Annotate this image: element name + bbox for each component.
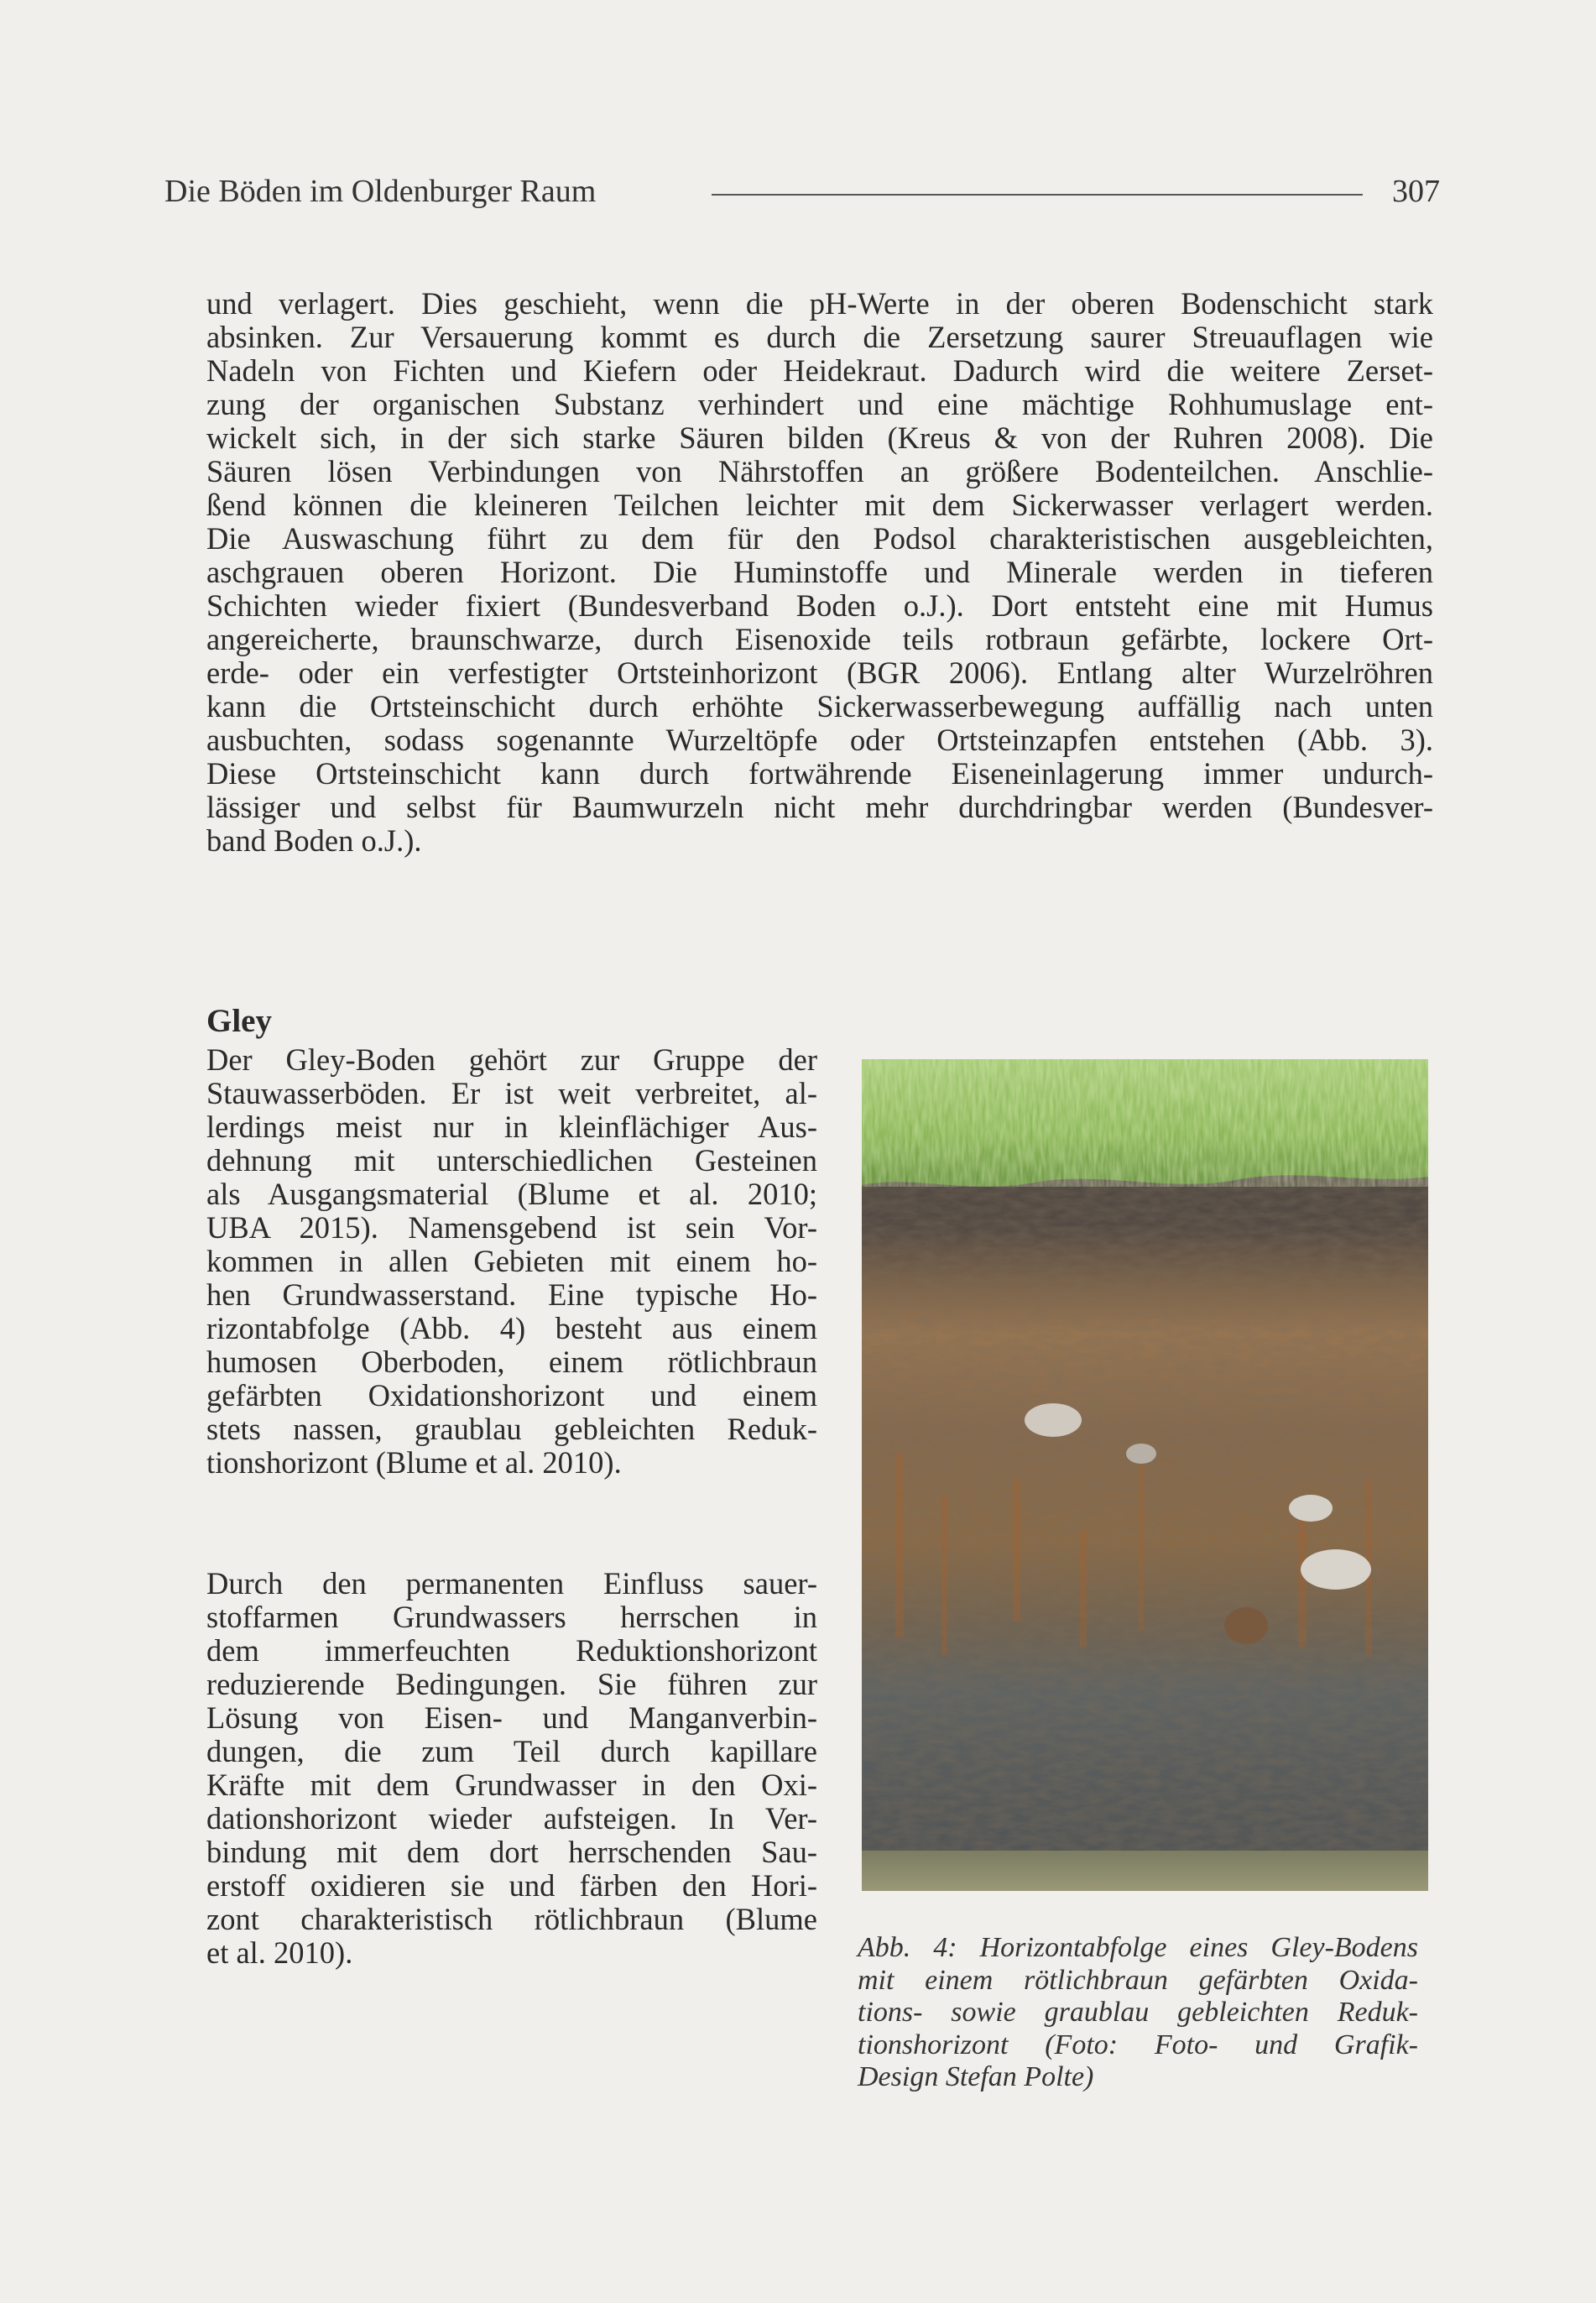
text-line: stoffarmen Grundwassers herrschen in (206, 1601, 817, 1634)
text-line: bindung mit dem dort herrschenden Sau- (206, 1836, 817, 1869)
text-line: rizontabfolge (Abb. 4) besteht aus einem (206, 1312, 817, 1345)
text-line: tionshorizont (Blume et al. 2010). (206, 1446, 622, 1480)
text-line: als Ausgangsmaterial (Blume et al. 2010; (206, 1178, 817, 1211)
text-line: kommen in allen Gebieten mit einem ho- (206, 1245, 817, 1278)
text-line: Kräfte mit dem Grundwasser in den Oxi- (206, 1768, 817, 1802)
text-line: lerdings meist nur in kleinflächiger Aus- (206, 1110, 817, 1144)
paragraph-gley-reduction (206, 1567, 817, 1970)
text-line: hen Grundwasserstand. Eine typische Ho- (206, 1278, 817, 1312)
text-line: Säuren lösen Verbindungen von Nährstoffen an größere Bodenteilchen. Anschlie- (206, 455, 1433, 488)
paragraph-podsol (206, 287, 1433, 858)
text-line: mit einem rötlichbraun gefärbten Oxida- (858, 1964, 1418, 1996)
text-line: dationshorizont wieder aufsteigen. In Ver- (206, 1802, 817, 1836)
running-title: Die Böden im Oldenburger Raum (164, 174, 597, 209)
text-line: tions- sowie graublau gebleichten Reduk- (858, 1997, 1418, 2028)
text-line: und verlagert. Dies geschieht, wenn die pH-Werte in der oberen Bodenschicht stark (206, 287, 1433, 321)
text-line: UBA 2015). Namensgebend ist sein Vor- (206, 1211, 817, 1245)
text-line: reduzierende Bedingungen. Sie führen zur (206, 1668, 817, 1701)
text-line: aschgrauen oberen Horizont. Die Huminstoffe und Minerale werden in tieferen (206, 556, 1433, 589)
text-line: humosen Oberboden, einem rötlichbraun (206, 1345, 817, 1379)
text-line: absinken. Zur Versauerung kommt es durch die Zersetzung saurer Streuauflagen wie (206, 321, 1433, 354)
text-line: et al. 2010). (206, 1936, 353, 1970)
text-line: gefärbten Oxidationshorizont und einem (206, 1379, 817, 1413)
text-line: Schichten wieder fixiert (Bundesverband Boden o.J.). Dort entsteht eine mit Humus (206, 589, 1433, 623)
text-line: Stauwasserböden. Er ist weit verbreitet, al- (206, 1077, 817, 1110)
text-line: zung der organischen Substanz verhindert und eine mächtige Rohhumuslage ent- (206, 388, 1433, 421)
section-heading-gley: Gley (206, 1003, 272, 1039)
running-header (164, 166, 1440, 217)
text-line: stets nassen, graublau gebleichten Reduk- (206, 1413, 817, 1446)
text-line: tionshorizont (Foto: Foto- und Grafik- (858, 2029, 1418, 2060)
text-line: kann die Ortsteinschicht durch erhöhte Sickerwasserbewegung auffällig nach unten (206, 690, 1433, 723)
text-line: dehnung mit unterschiedlichen Gesteinen (206, 1144, 817, 1178)
text-line: Der Gley-Boden gehört zur Gruppe der (206, 1043, 817, 1077)
figure-caption (858, 1932, 1418, 2094)
page-number: 307 (1392, 174, 1440, 209)
text-line: Nadeln von Fichten und Kiefern oder Heidekraut. Dadurch wird die weitere Zerset- (206, 354, 1433, 388)
text-line: Diese Ortsteinschicht kann durch fortwährende Eiseneinlagerung immer undurch- (206, 757, 1433, 791)
text-line: dungen, die zum Teil durch kapillare (206, 1735, 817, 1768)
soil-profile-photo (862, 1059, 1428, 1891)
text-line: dem immerfeuchten Reduktionshorizont (206, 1634, 817, 1668)
text-line: angereicherte, braunschwarze, durch Eisenoxide teils rotbraun gefärbte, lockere Ort- (206, 623, 1433, 656)
text-line: Durch den permanenten Einfluss sauer- (206, 1567, 817, 1601)
text-line: zont charakteristisch rötlichbraun (Blume (206, 1903, 817, 1936)
text-line: ßend können die kleineren Teilchen leichter mit dem Sickerwasser verlagert werden. (206, 488, 1433, 522)
text-line: Lösung von Eisen- und Manganverbin- (206, 1701, 817, 1735)
header-rule (712, 194, 1363, 196)
text-line: ausbuchten, sodass sogenannte Wurzeltöpfe oder Ortsteinzapfen entstehen (Abb. 3). (206, 723, 1433, 757)
paragraph-gley-intro (206, 1043, 817, 1480)
text-line: band Boden o.J.). (206, 824, 422, 858)
text-line: erstoff oxidieren sie und färben den Hori- (206, 1869, 817, 1903)
text-line: Design Stefan Polte) (858, 2061, 1094, 2092)
text-line: Die Auswaschung führt zu dem für den Podsol charakteristischen ausgebleichten, (206, 522, 1433, 556)
text-line: lässiger und selbst für Baumwurzeln nicht mehr durchdringbar werden (Bundesver- (206, 791, 1433, 824)
text-line: wickelt sich, in der sich starke Säuren bilden (Kreus & von der Ruhren 2008). Die (206, 421, 1433, 455)
text-line: erde- oder ein verfestigter Ortsteinhorizont (BGR 2006). Entlang alter Wurzelröhren (206, 656, 1433, 690)
text-line: Abb. 4: Horizontabfolge eines Gley-Bodens (858, 1932, 1418, 1963)
